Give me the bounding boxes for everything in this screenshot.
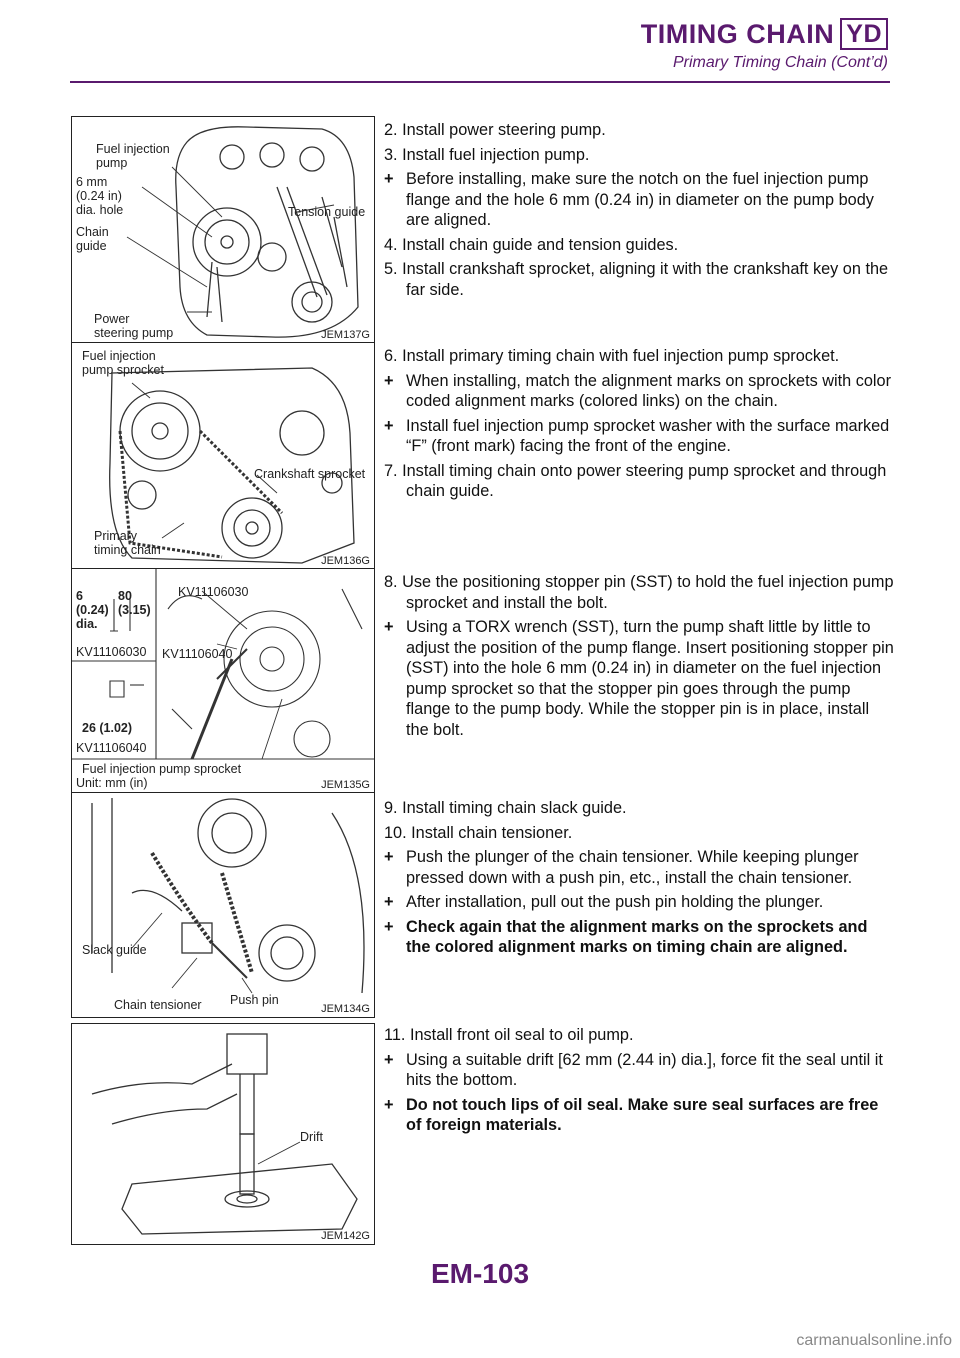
figure-label: Push pin bbox=[230, 993, 279, 1007]
bullet-marker: + bbox=[384, 416, 394, 435]
bullet-item bbox=[384, 617, 894, 740]
figure-label: KV11106040 bbox=[162, 647, 233, 661]
bullet-text: When installing, match the alignment marks on sprockets with color coded alignment marks (colored links) on the chain. bbox=[406, 371, 892, 410]
bullet-text: Using a TORX wrench (SST), turn the pump shaft little by little to adjust the position of the pump flange. Insert positioning stopper pin (SST) into the hole 6 mm (0.24 in) in diameter on the fuel injection pump sprocket so that the stopper pin goes through the pump flange to the pump body. While the stopper pin is in place, install the bolt. bbox=[406, 618, 894, 739]
engine-badge: YD bbox=[840, 18, 888, 50]
figure-label: Slack guide bbox=[82, 943, 147, 957]
figure-label: Chain tensioner bbox=[114, 998, 202, 1012]
figure-jem135g bbox=[71, 568, 375, 794]
figure-label: Tension guide bbox=[288, 205, 366, 219]
bullet-marker: + bbox=[384, 1095, 394, 1114]
figure-code: JEM142G bbox=[321, 1230, 370, 1242]
bullet-item-warning bbox=[384, 1095, 894, 1136]
figure-label: 26 (1.02) bbox=[82, 721, 133, 735]
chain-tensioner-illustration bbox=[72, 793, 374, 1017]
instruction-block-5 bbox=[384, 1025, 894, 1140]
header-divider bbox=[70, 81, 890, 83]
step-text: 10. Install chain tensioner. bbox=[384, 823, 573, 842]
figure-jem137g bbox=[71, 116, 375, 344]
bullet-item bbox=[384, 847, 894, 888]
bullet-text: Check again that the alignment marks on the sprockets and the colored alignment marks on timing chain are aligned. bbox=[406, 917, 868, 956]
figure-code: JEM135G bbox=[321, 779, 370, 791]
bullet-item bbox=[384, 169, 894, 231]
page-number: EM-103 bbox=[430, 1258, 530, 1289]
bullet-item bbox=[384, 371, 894, 412]
bullet-marker: + bbox=[384, 893, 394, 911]
title-text: TIMING CHAIN bbox=[640, 18, 835, 49]
figure-label: Crankshaft sprocket bbox=[254, 467, 366, 481]
figure-label: Unit: mm (in) bbox=[76, 776, 148, 790]
bullet-marker: + bbox=[384, 1050, 394, 1069]
bullet-marker: + bbox=[384, 848, 394, 866]
watermark: carmanualsonline.info bbox=[796, 1332, 952, 1349]
step-text: 4. Install chain guide and tension guides. bbox=[384, 235, 679, 254]
figure-code: JEM134G bbox=[321, 1003, 370, 1015]
bullet-text: Before installing, make sure the notch on the fuel injection pump flange and the hole 6 mm (0.24 in) in diameter on the pump body are aligned. bbox=[406, 170, 874, 229]
bullet-item bbox=[384, 416, 894, 457]
figure-label: KV11106030 bbox=[178, 585, 249, 599]
figure-code: JEM137G bbox=[321, 329, 370, 341]
step-text: 11. Install front oil seal to oil pump. bbox=[384, 1026, 634, 1044]
bullet-text: Install fuel injection pump sprocket washer with the surface marked “F” (front mark) facing the front of the engine. bbox=[406, 416, 890, 455]
figure-label: Drift bbox=[300, 1130, 323, 1144]
figure-jem134g bbox=[71, 792, 375, 1018]
figure-label: Chain guide bbox=[76, 225, 109, 253]
bullet-text: Do not touch lips of oil seal. Make sure seal surfaces are free of foreign materials. bbox=[406, 1095, 879, 1134]
page-header bbox=[641, 18, 888, 72]
bullet-marker: + bbox=[384, 170, 394, 188]
step-text: 5. Install crankshaft sprocket, aligning it with the crankshaft key on the far side. bbox=[384, 260, 889, 299]
figure-label: Fuel injection pump sprocket bbox=[82, 349, 164, 377]
step-text: 8. Use the positioning stopper pin (SST) to hold the fuel injection pump sprocket and install the bolt. bbox=[384, 573, 894, 612]
figure-jem142g bbox=[71, 1023, 375, 1245]
step-text: 2. Install power steering pump. bbox=[384, 121, 606, 139]
instruction-block-2 bbox=[384, 346, 894, 506]
figure-jem136g bbox=[71, 342, 375, 570]
bullet-marker: + bbox=[384, 618, 394, 636]
section-subtitle: Primary Timing Chain (Cont’d) bbox=[672, 54, 888, 71]
bullet-text: After installation, pull out the push pin holding the plunger. bbox=[406, 893, 824, 911]
figure-label: 6 mm (0.24 in) dia. hole bbox=[76, 175, 124, 217]
figure-code: JEM136G bbox=[321, 555, 370, 567]
bullet-text: Push the plunger of the chain tensioner. While keeping plunger pressed down with a push pin, etc., install the chain tensioner. bbox=[406, 848, 859, 887]
figure-label: Fuel injection pump sprocket bbox=[82, 762, 242, 776]
instruction-block-1 bbox=[384, 120, 894, 304]
instruction-block-4 bbox=[384, 798, 894, 962]
figure-label: Power steering pump bbox=[94, 312, 174, 340]
bullet-item-warning bbox=[384, 917, 894, 958]
bullet-item bbox=[384, 1050, 894, 1091]
figure-label: KV11106040 bbox=[76, 741, 147, 755]
figure-label: Fuel injection pump bbox=[96, 142, 170, 170]
instruction-block-3 bbox=[384, 572, 894, 744]
figure-label: 80 (3.15) bbox=[118, 589, 151, 617]
step-text: 9. Install timing chain slack guide. bbox=[384, 799, 627, 817]
step-text: 6. Install primary timing chain with fuel injection pump sprocket. bbox=[384, 347, 840, 365]
bullet-item bbox=[384, 892, 894, 913]
section-title bbox=[641, 18, 888, 50]
step-text: 3. Install fuel injection pump. bbox=[384, 145, 590, 164]
step-text: 7. Install timing chain onto power steering pump sprocket and through chain guide. bbox=[384, 461, 887, 500]
bullet-marker: + bbox=[384, 917, 394, 936]
bullet-text: Using a suitable drift [62 mm (2.44 in) dia.], force fit the seal until it hits the bottom. bbox=[406, 1050, 883, 1089]
figure-label: KV11106030 bbox=[76, 645, 147, 659]
figure-label: 6 (0.24) dia. bbox=[76, 589, 109, 631]
oil-seal-drift-illustration bbox=[72, 1024, 374, 1244]
bullet-marker: + bbox=[384, 371, 394, 390]
figure-label: Primary timing chain bbox=[94, 529, 161, 557]
